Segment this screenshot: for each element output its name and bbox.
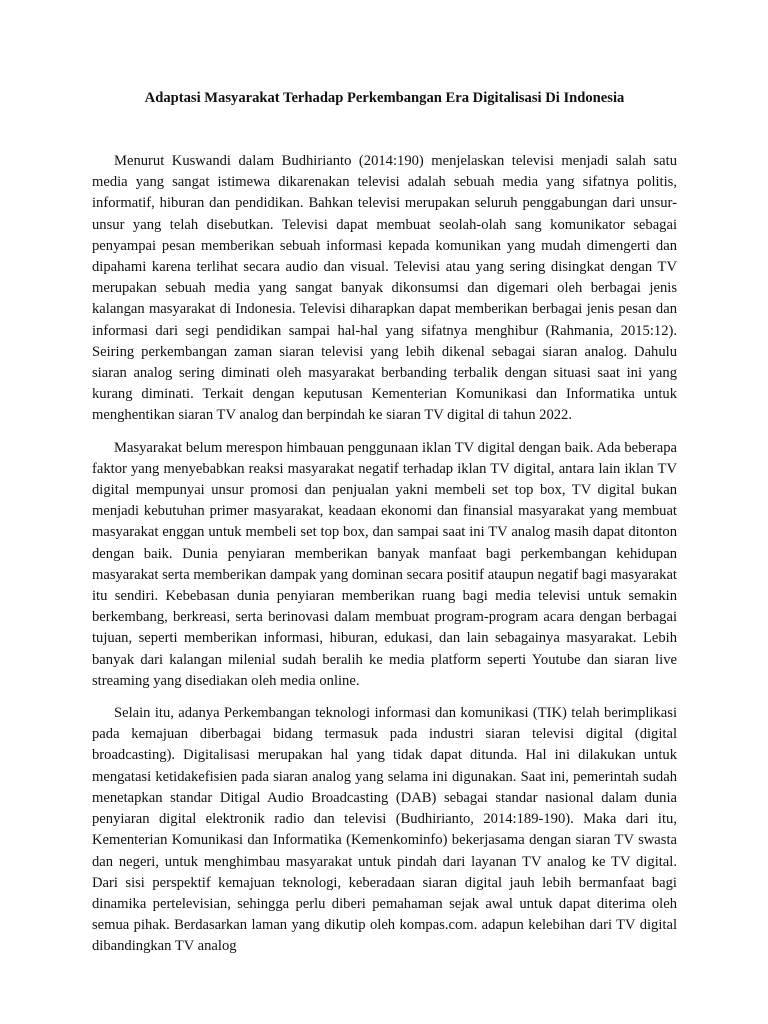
paragraph-3: Selain itu, adanya Perkembangan teknologi informasi dan komunikasi (TIK) telah berimplikasi pada kemajuan diberbagai bidang termasuk pada industri siaran televisi digital (digital broadcasting). Digitalisasi merupakan hal yang tidak dapat ditunda. Hal ini dilakukan untuk mengatasi ketidakefisien pada siaran analog yang selama ini digunakan. Saat ini, pemerintah sudah menetapkan standar Ditigal Audio Broadcasting (DAB) sebagai standar nasional dalam dunia penyiaran digital elektronik radio dan televisi (Budhirianto, 2014:189-190). Maka dari itu, Kementerian Komunikasi dan Informatika (Kemenkominfo) bekerjasama dengan siaran TV swasta dan negeri, untuk menghimbau masyarakat untuk pindah dari layanan TV analog ke TV digital. Dari sisi perspektif kemajuan teknologi, keberadaan siaran digital jauh lebih bermanfaat bagi dinamika pertelevisian, sehingga perlu diberi pemahaman sejak awal untuk dapat diterima oleh semua pihak. Berdasarkan laman yang dikutip oleh kompas.com. adapun kelebihan dari TV digital dibandingkan TV analog bbox=[92, 705, 677, 955]
paragraph-1: Menurut Kuswandi dalam Budhirianto (2014:190) menjelaskan televisi menjadi salah satu media yang sangat istimewa dikarenakan televisi adalah sebuah media yang sifatnya politis, informatif, hiburan dan pendidikan. Bahkan televisi merupakan seluruh penggabungan dari unsur-unsur yang telah disebutkan. Televisi dapat membuat seolah-olah sang komunikator sebagai penyampai pesan memberikan sebuah informasi kepada komunikan yang mudah dimengerti dan dipahami karena terlihat secara audio dan visual. Televisi atau yang sering disingkat dengan TV merupakan sebuah media yang sangat banyak dikonsumsi dan digemari oleh berbagai jenis kalangan masyarakat di Indonesia. Televisi diharapkan dapat memberikan berbagai jenis pesan dan informasi dari segi pendidikan sampai hal-hal yang sifatnya menghibur (Rahmania, 2015:12). Seiring perkembangan zaman siaran televisi yang lebih dikenal sebagai siaran analog. Dahulu siaran analog sering diminati oleh masyarakat berbanding terbalik dengan situasi saat ini yang kurang diminati. Terkait dengan keputusan Kementerian Komunikasi dan Informatika untuk menghentikan siaran TV analog dan berpindah ke siaran TV digital di tahun 2022. bbox=[92, 153, 677, 424]
document-title: Adaptasi Masyarakat Terhadap Perkembangan Era Digitalisasi Di Indonesia bbox=[144, 90, 625, 106]
paragraph-2: Masyarakat belum merespon himbauan penggunaan iklan TV digital dengan baik. Ada beberapa faktor yang menyebabkan reaksi masyarakat negatif terhadap iklan TV digital, antara lain iklan TV digital mempunyai unsur promosi dan penjualan yakni membeli set top box, TV digital bukan menjadi kebutuhan primer masyarakat, keadaan ekonomi dan finansial masyarakat yang membuat masyarakat enggan untuk membeli set top box, dan sampai saat ini TV analog masih dapat ditonton dengan baik. Dunia penyiaran memberikan banyak manfaat bagi perkembangan kehidupan masyarakat serta memberikan dampak yang dominan secara positif ataupun negatif bagi masyarakat itu sendiri. Kebebasan dunia penyiaran memberikan ruang bagi media televisi untuk semakin berkembang, berkreasi, serta berinovasi dalam membuat program-program acara dengan berbagai tujuan, seperti memberikan informasi, hiburan, edukasi, dan lain sebagainya masyarakat. Lebih banyak dari kalangan milenial sudah beralih ke media platform seperti Youtube dan siaran live streaming yang disediakan oleh media online. bbox=[92, 439, 677, 689]
